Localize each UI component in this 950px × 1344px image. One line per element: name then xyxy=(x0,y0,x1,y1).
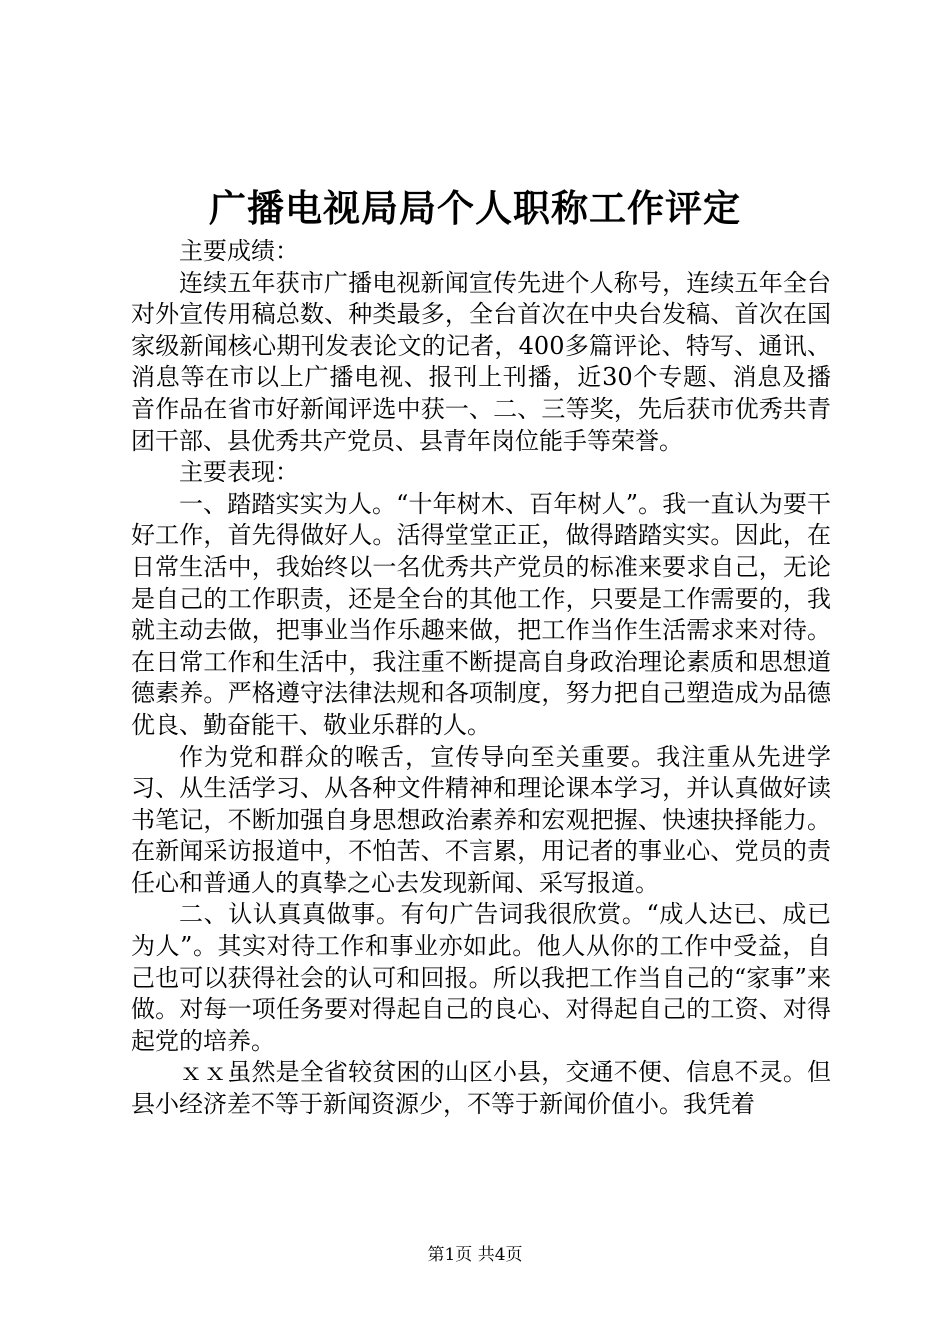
section-heading-achievements: 主要成绩： xyxy=(179,237,299,265)
paragraph-propaganda: 作为党和群众的喉舌，宣传导向至关重要。我注重从先进学习、从生活学习、从各种文件精神和理论课本学习，并认真做好读书笔记，不断加强自身思想政治素养和宏观把握、快速抉择能力。在新闻采访报道中，不怕苦、不言累，用记者的事业心、党员的责任心和普通人的真挚之心去发现新闻、采写报道。 xyxy=(131,742,831,897)
paragraph-conduct: 一、踏踏实实为人。“十年树木、百年树人”。我一直认为要干好工作，首先得做好人。活得堂堂正正，做得踏踏实实。因此，在日常生活中，我始终以一名优秀共产党员的标准来要求自己，无论是自己的工作职责，还是全台的其他工作，只要是工作需要的，我就主动去做，把事业当作乐趣来做，把工作当作生活需求来对待。在日常工作和生活中，我注重不断提高自身政治理论素质和思想道德素养。严格遵守法律法规和各项制度，努力把自己塑造成为品德优良、勤奋能干、敬业乐群的人。 xyxy=(131,489,831,739)
page-footer: 第1页 共4页 xyxy=(427,1245,523,1265)
paragraph-work: 二、认认真真做事。有句广告词我很欣赏。“成人达已、成已为人”。其实对待工作和事业亦如此。他人从你的工作中受益，自己也可以获得社会的认可和回报。所以我把工作当自己的“家事”来做。对每一项任务要对得起自己的良心、对得起自己的工资、对得起党的培养。 xyxy=(131,900,831,1055)
document-body xyxy=(131,236,831,1121)
paragraph-county: ｘｘ虽然是全省较贫困的山区小县，交通不便、信息不灵。但县小经济差不等于新闻资源少，不等于新闻价值小。我凭着 xyxy=(131,1058,831,1119)
section-heading-performance: 主要表现： xyxy=(179,458,299,487)
document-title: 广播电视局局个人职称工作评定 xyxy=(209,186,741,230)
paragraph-achievements: 连续五年获市广播电视新闻宣传先进个人称号，连续五年全台对外宣传用稿总数、种类最多，全台首次在中央台发稿、首次在国家级新闻核心期刊发表论文的记者，400多篇评论、特写、通讯、消息等在市以上广播电视、报刊上刊播，近30个专题、消息及播音作品在省市好新闻评选中获一、二、三等奖，先后获市优秀共青团干部、县优秀共产党员、县青年岗位能手等荣誉。 xyxy=(131,268,831,455)
